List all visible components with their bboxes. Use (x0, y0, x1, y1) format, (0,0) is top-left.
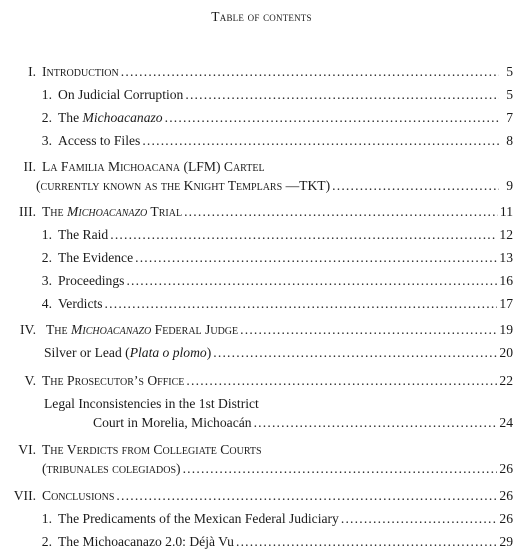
toc-page-number: 5 (506, 64, 513, 79)
toc-number: 2. (41, 534, 52, 549)
toc-label: The Prosecutor’s Office (42, 373, 185, 388)
toc-label: The Michoacanazo Trial (42, 204, 183, 219)
dot-leader (186, 372, 497, 389)
toc-number: 3. (41, 133, 52, 148)
toc-number: 1. (41, 87, 52, 102)
toc-page-number: 26 (499, 461, 513, 476)
toc-number: 2. (41, 110, 52, 125)
dot-leader (240, 321, 497, 338)
toc-label: Proceedings (58, 273, 125, 288)
toc-entry-predicaments[interactable] (0, 510, 513, 527)
toc-entry-collegiate-courts[interactable] (0, 441, 513, 477)
toc-entry-la-familia-michoacana[interactable] (0, 158, 513, 194)
toc-label-line-1: La Familia Michoacana (LFM) Cartel (42, 159, 265, 174)
dot-leader (126, 272, 497, 289)
toc-page-number: 26 (499, 511, 513, 526)
toc-number: VII. (13, 488, 36, 503)
dot-leader (142, 132, 499, 149)
dot-leader (213, 344, 497, 361)
dot-leader (183, 460, 498, 477)
toc-entry-michoacanazo[interactable] (0, 109, 513, 126)
toc-entry-federal-judge[interactable] (0, 321, 513, 338)
toc-number: 4. (41, 296, 52, 311)
dot-leader (110, 226, 497, 243)
toc-entry-michoacanazo-trial[interactable] (0, 203, 513, 220)
dot-leader (236, 533, 497, 550)
toc-page-number: 5 (506, 87, 513, 102)
toc-page-number: 11 (499, 204, 513, 219)
toc-page-number: 19 (499, 322, 513, 337)
toc-label: On Judicial Corruption (58, 87, 184, 102)
toc-entry-the-evidence[interactable] (0, 249, 513, 266)
toc-label: Verdicts (58, 296, 103, 311)
toc-page-number: 8 (506, 133, 513, 148)
toc-page-number: 17 (499, 296, 513, 311)
toc-number: 2. (41, 250, 52, 265)
toc-entry-judicial-corruption[interactable] (0, 86, 513, 103)
toc-label: Introduction (42, 64, 119, 79)
toc-page-number: 7 (506, 110, 513, 125)
toc-entry-legal-inconsistencies[interactable] (0, 395, 513, 431)
toc-label: The Raid (58, 227, 109, 242)
toc-page-number: 24 (499, 415, 513, 430)
toc-entry-silver-or-lead[interactable] (0, 344, 513, 361)
dot-leader (165, 109, 499, 126)
toc-entry-conclusions[interactable] (0, 487, 513, 504)
toc-number: I. (28, 64, 36, 79)
toc-page-number: 26 (499, 488, 513, 503)
toc-label-line-2: Court in Morelia, Michoacán (93, 415, 252, 430)
toc-label: The Michoacanazo Federal Judge (46, 322, 239, 337)
toc-page-number: 9 (506, 178, 513, 193)
dot-leader (341, 510, 498, 527)
toc-label: Conclusions (42, 488, 115, 503)
dot-leader (254, 414, 498, 431)
toc-page-number: 20 (499, 345, 513, 360)
toc-page-number: 12 (499, 227, 513, 242)
toc-entry-proceedings[interactable] (0, 272, 513, 289)
toc-entry-access-to-files[interactable] (0, 132, 513, 149)
toc-label: Silver or Lead (Plata o plomo) (44, 345, 212, 360)
dot-leader (184, 203, 498, 220)
toc-label-line-1: Legal Inconsistencies in the 1st District (44, 396, 259, 411)
toc-entry-verdicts[interactable] (0, 295, 513, 312)
toc-label: The Michoacanazo 2.0: Déjà Vu (58, 534, 234, 549)
toc-page-number: 29 (499, 534, 513, 549)
toc-label: The Predicaments of the Mexican Federal Judiciary (58, 511, 339, 526)
toc-number: III. (19, 204, 36, 219)
dot-leader (135, 249, 497, 266)
dot-leader (332, 177, 499, 194)
dot-leader (116, 487, 497, 504)
toc-page-number: 22 (499, 373, 513, 388)
toc-label: The Evidence (58, 250, 134, 265)
toc-label-line-2: (tribunales colegiados) (42, 461, 181, 476)
toc-number: IV. (20, 322, 36, 337)
toc-label-line-2: (currently known as the Knight Templars —TKT) (36, 178, 331, 193)
toc-number: V. (24, 373, 36, 388)
toc-number: 1. (41, 227, 52, 242)
dot-leader (121, 63, 499, 80)
toc-number: 1. (41, 511, 52, 526)
dot-leader (185, 86, 499, 103)
toc-number: VI. (18, 442, 36, 457)
toc-page-number: 13 (499, 250, 513, 265)
toc-page-number: 16 (499, 273, 513, 288)
toc-label: Access to Files (58, 133, 141, 148)
toc-entry-prosecutors-office[interactable] (0, 372, 513, 389)
toc-title: Table of contents (211, 9, 312, 24)
toc-entry-the-raid[interactable] (0, 226, 513, 243)
toc-number: 3. (41, 273, 52, 288)
toc-number: II. (23, 159, 36, 174)
toc-entry-introduction[interactable] (0, 63, 513, 80)
toc-entry-michoacanazo-2[interactable] (0, 533, 513, 550)
toc-label: The Michoacanazo (58, 110, 163, 125)
dot-leader (105, 295, 498, 312)
toc-label-line-1: The Verdicts from Collegiate Courts (42, 442, 262, 457)
